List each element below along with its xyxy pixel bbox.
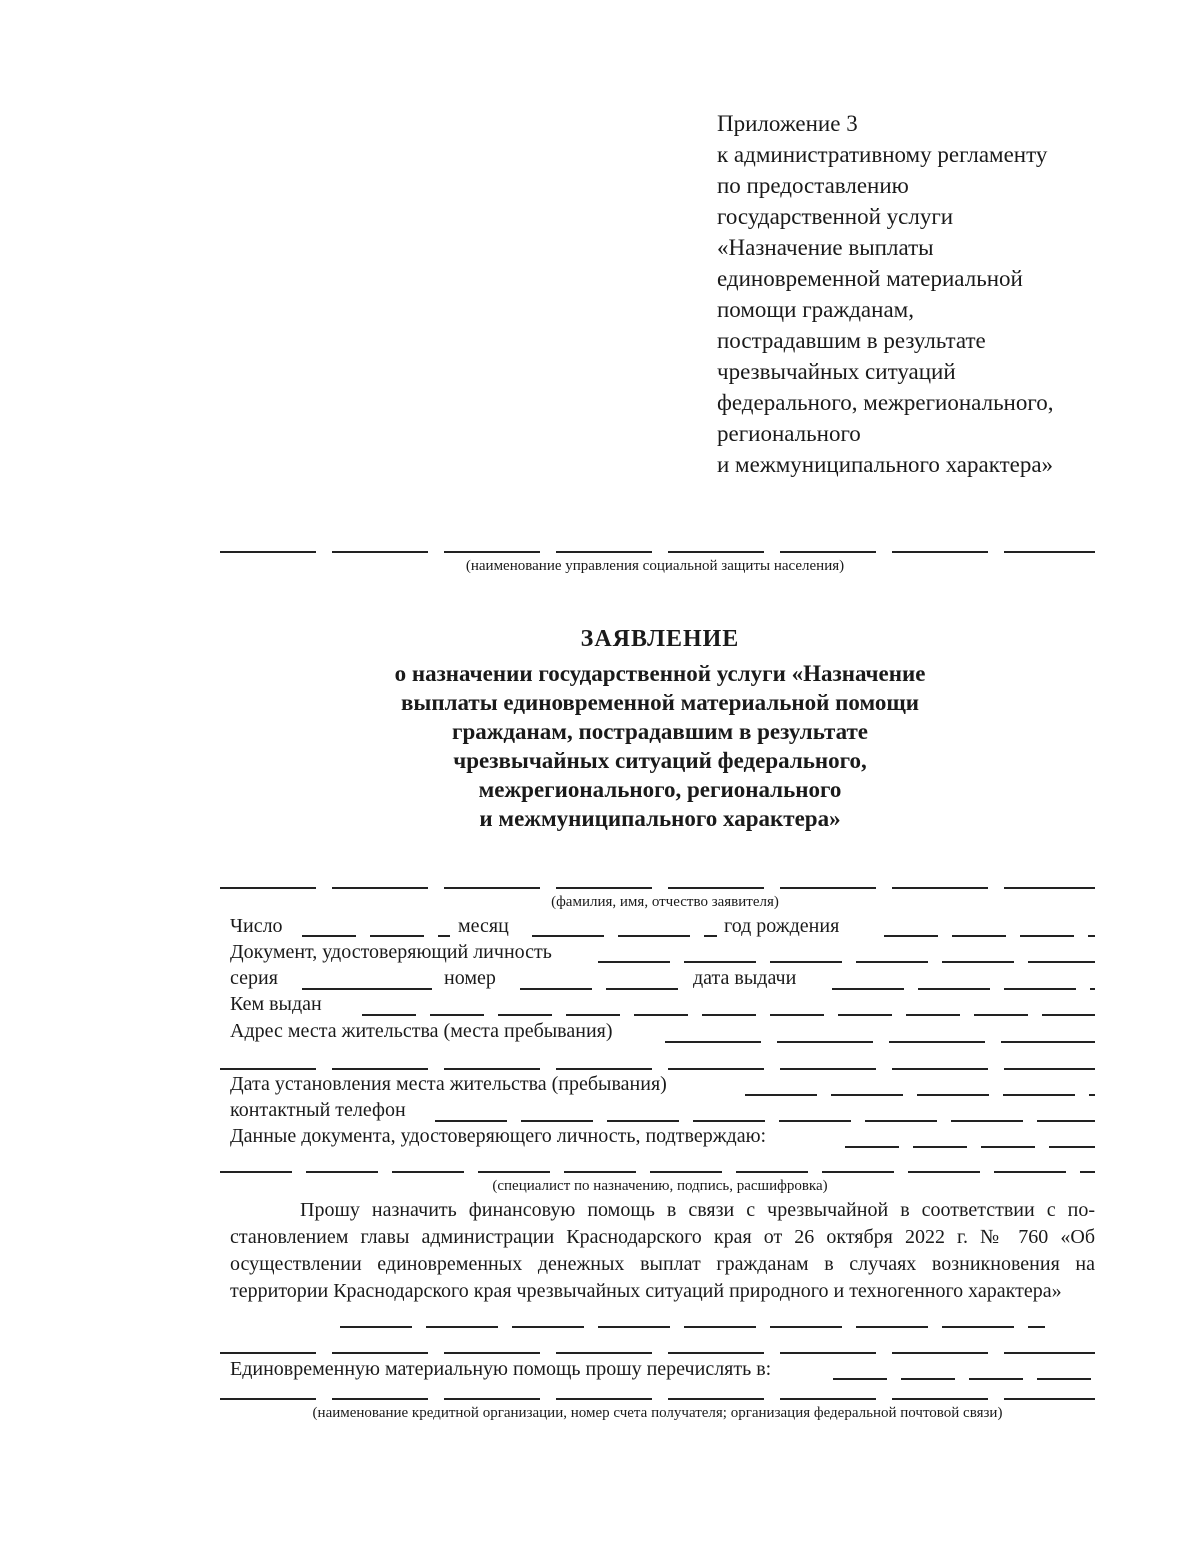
form-title-line: о назначении государственной услуги «Назначение: [394, 661, 926, 686]
day-field[interactable]: [302, 935, 450, 937]
payment-field[interactable]: [833, 1378, 1095, 1380]
appendix-line: регионального: [717, 421, 861, 446]
month-field[interactable]: [532, 935, 717, 937]
appendix-line: чрезвычайных ситуаций: [717, 359, 956, 384]
applicant-caption: (фамилия, имя, отчество заявителя): [551, 894, 779, 910]
appendix-line: пострадавшим в результате: [717, 328, 986, 353]
specialist-signature-line[interactable]: [220, 1171, 1095, 1173]
number-label: номер: [444, 967, 496, 989]
request-reason-field[interactable]: [340, 1326, 1045, 1328]
payment-field-continued[interactable]: [220, 1398, 1095, 1400]
form-title-line: чрезвычайных ситуаций федерального,: [453, 748, 867, 773]
month-label: месяц: [458, 915, 509, 937]
payment-caption: (наименование кредитной организации, номер счета получателя; организация федеральной почтовой связи): [312, 1405, 1003, 1421]
request-paragraph: [230, 1197, 1095, 1305]
form-title-line: выплаты единовременной материальной помощи: [400, 690, 920, 715]
appendix-line: государственной услуги: [717, 204, 954, 229]
birth-year-label: год рождения: [724, 915, 840, 937]
request-reason-field-continued[interactable]: [220, 1352, 1095, 1354]
day-label: Число: [230, 915, 283, 937]
appendix-header: [717, 108, 1157, 480]
form-title: [300, 625, 1020, 833]
request-text: Прошу назначить финансовую помощь в связи с чрезвычайной в соответствии с постановлением главы администрации Краснодарского края от 26 октября 2022 г. № 760 «Об осуществлении единовременных денежных выплат гражданам в случаях возникновения на территории Краснодарского края чрезвычайных ситуаций природного и техногенного характера»: [230, 1199, 1095, 1302]
issue-date-field[interactable]: [832, 988, 1095, 990]
confirm-field[interactable]: [845, 1146, 1095, 1148]
birth-year-field[interactable]: [884, 935, 1095, 937]
payment-label: Единовременную материальную помощь прошу перечислять в:: [230, 1358, 772, 1380]
appendix-line: федерального, межрегионального,: [717, 390, 1054, 415]
form-title-main: ЗАЯВЛЕНИЕ: [580, 626, 740, 652]
address-label: Адрес места жительства (места пребывания): [230, 1020, 613, 1042]
issue-date-label: дата выдачи: [693, 967, 797, 989]
series-label: серия: [230, 967, 278, 989]
appendix-line: помощи гражданам,: [717, 297, 914, 322]
appendix-line: «Назначение выплаты: [717, 235, 934, 260]
appendix-line: по предоставлению: [717, 173, 909, 198]
specialist-caption: (специалист по назначению, подпись, расшифровка): [492, 1178, 828, 1194]
appendix-line: единовременной материальной: [717, 266, 1023, 291]
appendix-line: и межмуниципального характера»: [717, 452, 1054, 477]
series-field[interactable]: [302, 988, 432, 990]
department-caption: (наименование управления социальной защиты населения): [465, 558, 845, 574]
department-line[interactable]: [220, 551, 1095, 553]
appendix-line: к административному регламенту: [717, 142, 1048, 167]
appendix-line: Приложение 3: [717, 111, 858, 136]
form-title-line: и межмуниципального характера»: [479, 806, 841, 831]
phone-field[interactable]: [435, 1120, 1095, 1122]
number-field[interactable]: [520, 988, 685, 990]
id-document-field[interactable]: [598, 961, 1095, 963]
applicant-name-line[interactable]: [220, 887, 1095, 889]
form-title-line: межрегионального, регионального: [478, 777, 842, 802]
residence-date-label: Дата установления места жительства (пребывания): [230, 1073, 667, 1095]
residence-date-field[interactable]: [745, 1094, 1095, 1096]
id-document-label: Документ, удостоверяющий личность: [230, 941, 552, 963]
address-field[interactable]: [665, 1041, 1095, 1043]
form-title-line: гражданам, пострадавшим в результате: [452, 719, 868, 744]
address-field-continued[interactable]: [220, 1068, 1095, 1070]
issued-by-field[interactable]: [362, 1014, 1095, 1016]
confirm-label: Данные документа, удостоверяющего личность, подтверждаю:: [230, 1125, 767, 1147]
issued-by-label: Кем выдан: [230, 993, 322, 1015]
phone-label: контактный телефон: [230, 1099, 406, 1121]
